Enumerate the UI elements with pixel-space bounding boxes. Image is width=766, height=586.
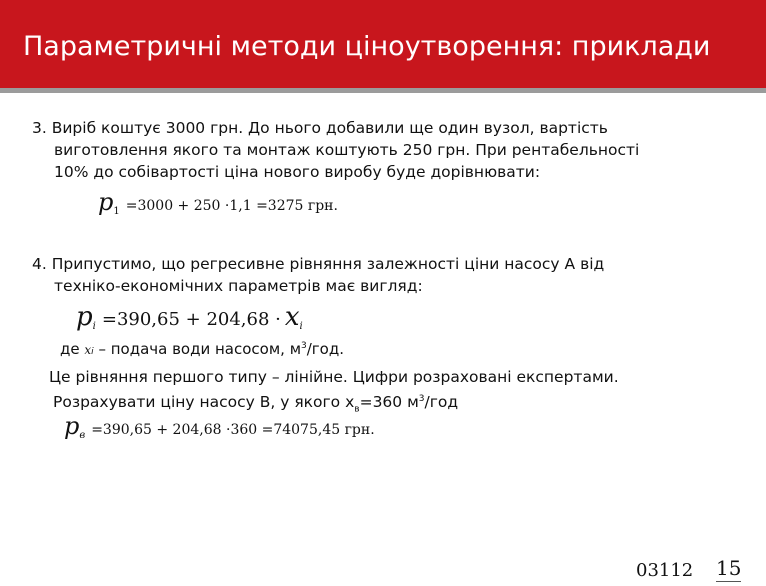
formula-variable-x: x [284, 302, 300, 332]
title-divider [0, 88, 766, 93]
note-line-2-tail: /год [424, 393, 459, 412]
page-number: 15 [716, 556, 742, 580]
where-prefix: де [60, 340, 80, 358]
formula-expression: =390,65 + 204,68 · [101, 309, 281, 330]
formula-subscript-x: i [299, 321, 303, 332]
footer-code: 03112 [636, 560, 694, 581]
formula-variable-p: p [76, 302, 93, 332]
pump-b-formula [64, 412, 375, 441]
where-clause [60, 335, 344, 363]
formula-subscript: i [92, 321, 96, 332]
example-4-line-1: 4. Припустимо, що регресивне рівняння залежності ціни насосу А від [32, 255, 605, 273]
example-3-line-1: 3. Виріб коштує 3000 грн. До нього добавили ще один вузол, вартість [32, 119, 608, 137]
note-line-2-mid: =360 м [359, 393, 419, 412]
example-3-text [32, 117, 639, 183]
where-subscript: i [91, 347, 94, 357]
where-variable: x [84, 343, 92, 357]
note-line-2-subscript: в [354, 404, 360, 415]
formula-subscript: в [79, 430, 86, 441]
example-4-line-2: техніко-економічних параметрів має вигляд: [54, 277, 423, 295]
where-superscript: 3 [301, 341, 307, 351]
formula-variable-p: p [64, 412, 80, 440]
note-line-1: Це рівняння першого типу – лінійне. Цифри розраховані експертами. [49, 368, 619, 386]
formula-variable-p: p [98, 188, 114, 216]
slide-title: Параметричні методи ціноутворення: приклади [23, 31, 711, 62]
example-3-line-3: 10% до собівартості ціна нового виробу буде дорівнювати: [54, 163, 541, 181]
note-line-2-superscript: 3 [418, 394, 425, 404]
regression-formula [76, 302, 303, 332]
formula-expression: =3000 + 250 ·1,1 =3275 грн. [125, 198, 338, 214]
where-tail: /год. [306, 340, 345, 358]
where-text: – подача води насосом, м [93, 340, 302, 358]
example-4-text [32, 253, 604, 297]
example-3-formula [98, 188, 338, 217]
formula-subscript: 1 [113, 206, 120, 217]
note-line-2-prefix: Розрахувати ціну насосу В, у якого х [53, 393, 355, 412]
example-3-line-2: виготовлення якого та монтаж коштують 250 грн. При рентабельності [54, 141, 640, 159]
formula-expression: =390,65 + 204,68 ·360 =74075,45 грн. [91, 422, 375, 438]
